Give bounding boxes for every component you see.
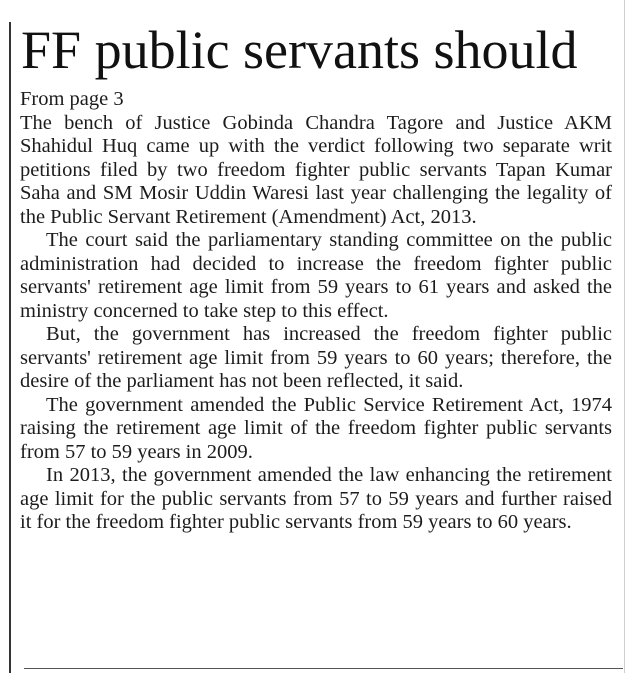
column-rule-left (9, 22, 11, 673)
article-body (20, 88, 612, 535)
jump-line: From page 3 (20, 88, 124, 110)
paragraph: The bench of Justice Gobinda Chandra Tagore and Justice AKM Shahidul Huq came up with the verdict following two separate writ petitions filed by two freedom fighter public servants Tapan Kumar Saha and SM Mosir Uddin Waresi last year challenging the legality of the Public Servant Retirement (Amendment) Act, 2013. (20, 111, 612, 228)
paragraph: In 2013, the government amended the law enhancing the retirement age limit for the public servants from 57 to 59 years and further raised it for the freedom fighter public servants from 59 years to 60 years. (20, 464, 612, 533)
headline: FF public servants should (21, 20, 578, 80)
paragraph: But, the government has increased the freedom fighter public servants' retirement age limit from 59 years to 60 years; therefore, the desire of the parliament has not been reflected, it said. (20, 323, 612, 392)
paragraph: The court said the parliamentary standing committee on the public administration had decided to increase the freedom fighter public servants' retirement age limit from 59 years to 61 years and asked the ministry concerned to take step to this effect. (20, 229, 612, 322)
column-rule-right (624, 0, 625, 673)
column-rule-bottom (24, 668, 623, 669)
paragraph: The government amended the Public Service Retirement Act, 1974 raising the retirement age limit of the freedom fighter public servants from 57 to 59 years in 2009. (20, 393, 612, 463)
